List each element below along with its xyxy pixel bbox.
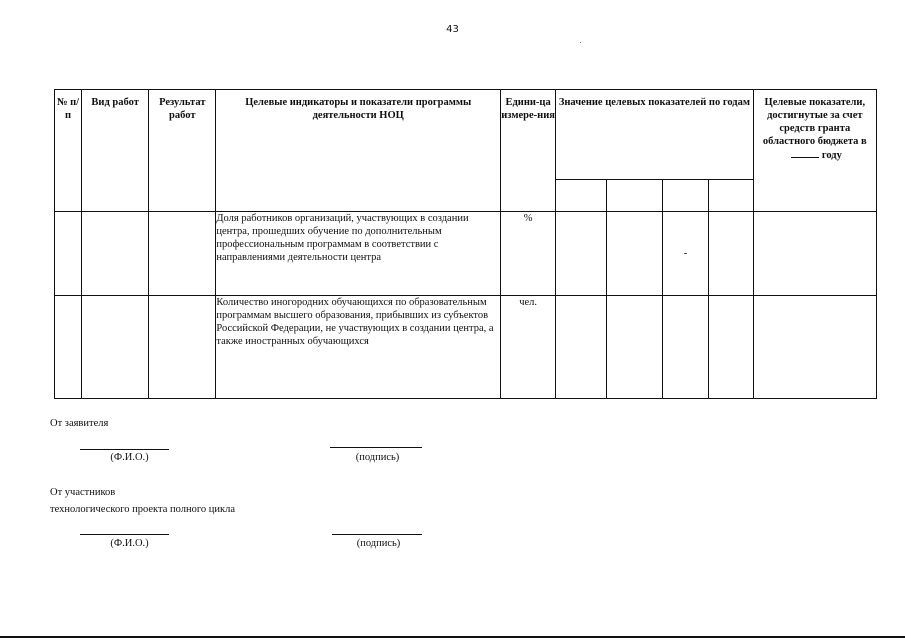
header-result: Результат работ (149, 90, 216, 212)
cell-year-value: - (663, 212, 708, 296)
applicant-signature-caption: (подпись) (355, 452, 400, 463)
cell-indicator: Доля работников организаций, участвующих в создании центра, прошедших обучение по дополнительным профессиональным программам в соответствии с направлениями деятельности центра (216, 212, 501, 296)
applicant-fio-caption: (Ф.И.О.) (110, 452, 149, 463)
participants-signature-caption: (подпись) (356, 538, 401, 549)
participants-fio-line (80, 534, 169, 535)
header-number: № п/п (55, 90, 82, 212)
scan-edge-rule (0, 636, 905, 638)
applicant-label: От заявителя (50, 418, 109, 429)
participants-fio-caption: (Ф.И.О.) (110, 538, 149, 549)
participants-label-line2: технологического проекта полного цикла (50, 504, 235, 515)
cell-unit: % (501, 212, 556, 296)
header-work-type: Вид работ (82, 90, 149, 212)
header-values-by-year: Значение целевых показателей по годам (556, 90, 753, 180)
header-budget-year-word: году (821, 149, 842, 161)
header-indicators: Целевые индикаторы и показатели программы деятельности НОЦ (216, 90, 501, 212)
cell-unit: чел. (501, 296, 556, 399)
header-unit: Едини-ца измере-ния (501, 90, 556, 212)
header-budget-text: Целевые показатели, достигнутые за счет средств гранта областного бюджета в (762, 97, 867, 148)
page-number: 43 (446, 24, 459, 35)
cell-indicator: Количество иногородних обучающихся по образовательным программам высшего образования, прибывших из субъектов Российской Федерации, не участвующих в создании центра, а также иностранных обучающихся (216, 296, 501, 399)
participants-label-line1: От участников (50, 487, 116, 498)
participants-signature-line (332, 534, 422, 535)
